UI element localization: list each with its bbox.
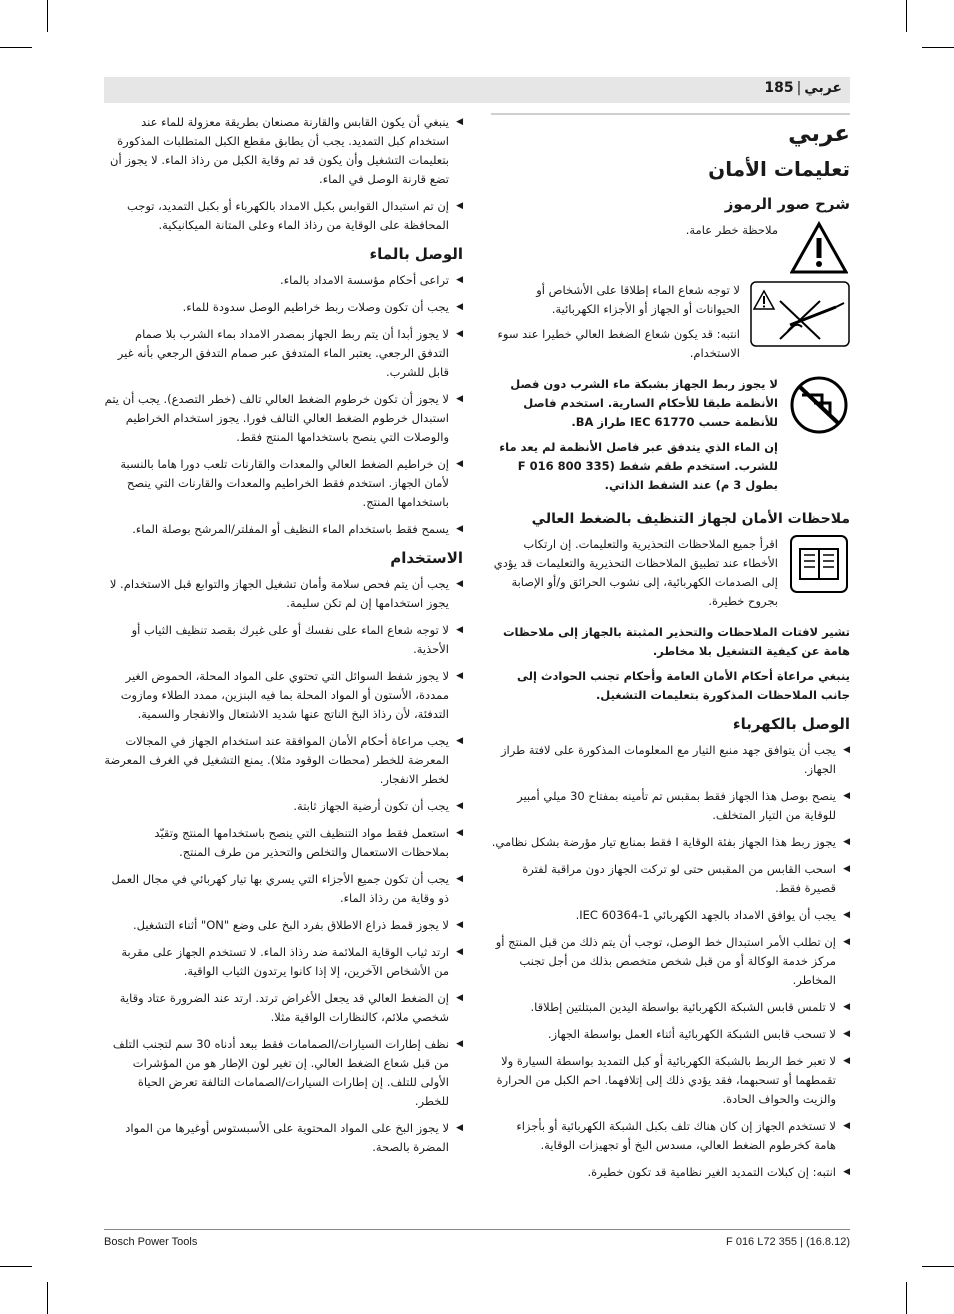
symbol-row [491, 535, 850, 617]
crop-mark [906, 1282, 907, 1314]
footer-brand: Bosch Power Tools [104, 1236, 198, 1248]
list-item: ◀ يجب أن تكون أرضية الجهاز ثابتة. [104, 797, 463, 816]
list-item: ◀ لا تسحب قابس الشبكة الكهربائية أثناء العمل بواسطة الجهاز. [491, 1025, 850, 1044]
crop-mark [906, 0, 907, 32]
electrical-heading: الوصل بالكهرباء [732, 715, 850, 733]
list-item: ◀ إن الضغط العالي قد يجعل الأغراض ترتد. ارتد عند الضرورة عتاد وقاية شخصي ملائم، كالنظارات الواقية مثلا. [104, 989, 463, 1027]
list-item: ◀ لا يجوز أن تكون خرطوم الضغط العالي تالف (خطر التصدع). يجب أن يتم استبدال خرطوم الضغط العالي التالف فورا. يجوز استخدام الخراطيم والوصلات التي ينصح باستخدامها المنتج فقط. [104, 390, 463, 447]
list-item: ◀ اسحب القابس من المقبس حتى لو تركت الجهاز دون مراقبة لفترة قصيرة فقط. [491, 860, 850, 898]
safety-paragraph: ينبغي مراعاة أحكام الأمان العامة وأحكام تجنب الحوادث إلى جانب الملاحظات المذكورة بتعليمات التشغيل. [517, 669, 850, 702]
no-direct-connection-icon [788, 375, 850, 435]
symbol-text: لا توجه شعاع الماء إطلاقا على الأشخاص أو الحيوانات أو الجهاز أو الأجزاء الكهربائية. [536, 283, 740, 316]
list-item: ◀ لا يجوز قمط ذراع الاطلاق بفرد البخ على وضع "ON" أثناء التشغيل. [104, 916, 463, 935]
list-item: ◀ إن تم استبدال القوابس بكبل الامداد بالكهرباء أو بكبل التمديد، توجب المحافظة على الوقاية من رذاذ الماء وعلى المتانة الميكانيكية. [104, 197, 463, 235]
list-item: ◀ لا يجوز أبدا أن يتم ربط الجهاز بمصدر الامداد بماء الشرب بلا صمام التدفق الرجعي. يعتبر الماء المتدفق عبر صمام التدفق الرجعي بأنه غير قابل للشرب. [104, 325, 463, 382]
symbols-heading: شرح صور الرموز [724, 195, 850, 213]
symbol-text: اقرأ جميع الملاحظات التحذيرية والتعليمات. إن ارتكاب الأخطاء عند تطبيق الملاحظات التحذيرية والتعليمات قد يؤدي إلى الصدمات الكهربائية، إلى نشوب الحرائق و/أو الإصابة بجروح خطيرة. [493, 537, 778, 608]
crop-mark [922, 1266, 954, 1267]
symbol-text: إن الماء الذي يتدفق عبر فاصل الأنظمة لم يعد ماء للشرب. استخدم طقم شفط (F 016 800 335 بطول 3 م) عند الشفط الذاتي. [499, 440, 778, 492]
list-item: ◀ لا يجوز شفط السوائل التي تحتوي على المواد المحلة، الحموض الغير ممددة، الأستون أو المواد المحلة بما فيه البنزين، ممدد الطلاء ومازوت التدفئة، لأن رذاذ البخ الناتج عنها شديد الاشتعال والانفجار والسمية. [104, 667, 463, 724]
page-title: تعليمات الأمان [708, 157, 850, 181]
left-column [104, 113, 463, 1165]
list-item: ◀ لا تستخدم الجهاز إن كان هناك تلف بكبل الشبكة الكهربائية أو بأجزاء هامة كخرطوم الضغط العالي، مسدس البخ أو تجهيزات الوقاية. [491, 1117, 850, 1155]
list-item: ◀ لا تلمس قابس الشبكة الكهربائية بواسطة اليدين المبتلتين إطلاقا. [491, 998, 850, 1017]
symbol-row [491, 281, 850, 369]
footer-rule [104, 1229, 850, 1230]
symbol-text: انتبه: قد يكون شعاع الضغط العالي خطيرا عند سوء الاستخدام. [497, 327, 740, 360]
list-item: ◀ يجب أن يتوافق جهد منبع التيار مع المعلومات المذكورة على لافتة طراز الجهاز. [491, 741, 850, 779]
list-item: ◀ استعمل فقط مواد التنظيف التي ينصح باستخدامها المنتج وتقيّد بملاحظات الاستعمال والتخلص والتحذير من طرف المنتج. [104, 824, 463, 862]
water-heading: الوصل بالماء [369, 245, 463, 263]
page-number: 185 [764, 80, 794, 96]
crop-mark [0, 1266, 32, 1267]
footer-doc-ref: F 016 L72 355 | (16.8.12) [726, 1236, 850, 1248]
usage-heading: الاستخدام [390, 549, 463, 567]
list-item: ◀ لا تعبر خط الربط بالشبكة الكهربائية أو كبل التمديد بواسطة السيارة ولا تقمطهما أو تسحبهما، فقد يؤدي ذلك إلى إتلافهما. احم الكبل من الحرارة والزيت والحواف الحادة. [491, 1052, 850, 1109]
crop-mark [0, 47, 32, 48]
list-item: ◀ إن تطلب الأمر استبدال خط الوصل، توجب أن يتم ذلك من قبل المنتج أو مركز خدمة الوكالة أو من قبل شخص متخصص بذلك من أجل تجنب المخاطر. [491, 933, 850, 990]
section-divider [491, 113, 850, 115]
list-item: ◀ تراعى أحكام مؤسسة الامداد بالماء. [104, 271, 463, 290]
crop-mark [922, 47, 954, 48]
symbol-text-block [491, 375, 778, 501]
page-header [104, 77, 850, 103]
symbol-text: ملاحظة خطر عامة. [685, 223, 778, 237]
list-item: ◀ انتبه: إن كبلات التمديد الغير نظامية قد تكون خطيرة. [491, 1163, 850, 1182]
list-item: ◀ لا توجه شعاع الماء على نفسك أو على غيرك بقصد تنظيف الثياب أو الأحذية. [104, 621, 463, 659]
safety-heading: ملاحظات الأمان لجهاز التنظيف بالضغط العالي [531, 511, 850, 527]
header-label [764, 80, 842, 96]
warning-triangle-icon [788, 221, 850, 275]
list-item: ◀ يجب أن تكون وصلات ربط خراطيم الوصل سدودة للماء. [104, 298, 463, 317]
usage-list [104, 575, 463, 1157]
list-item: ◀ يجب أن يتم فحص سلامة وأمان تشغيل الجهاز والتوابع قبل الاستخدام. لا يجوز استخدامها إن لم تكن سليمة. [104, 575, 463, 613]
list-item: ◀ ارتد ثياب الوقاية الملائمة ضد رذاذ الماء. لا تستخدم الجهاز على مقربة من الأشخاص الآخرين، إلا إذا كانوا يرتدون الثياب الواقية. [104, 943, 463, 981]
list-item: ◀ يسمح فقط باستخدام الماء النظيف أو المفلتر/المرشح بوصلة الماء. [104, 520, 463, 539]
list-item: ◀ يجب أن تكون جميع الأجزاء التي يسري بها تيار كهربائي في مجال العمل ذو وقاية من رذاذ الماء. [104, 870, 463, 908]
language-title: عربي [788, 121, 850, 147]
list-item: ◀ ينصح بوصل هذا الجهاز فقط بمقبس تم تأمينه بمفتاح 30 ميلي أمبير للوقاية من التيار المتخلف. [491, 787, 850, 825]
right-column [491, 113, 850, 1190]
list-item: ◀ يجوز ربط هذا الجهاز بفئة الوقاية I فقط بمنابع تيار مؤرضة بشكل نظامي. [491, 833, 850, 852]
symbol-text: لا يجوز ربط الجهاز بشبكة ماء الشرب دون فصل الأنظمة طبقا للأحكام السارية. استخدم فاصل للأنظمة حسب IEC 61770 طراز BA. [510, 377, 778, 429]
symbol-row [491, 221, 850, 275]
header-language: عربي [804, 80, 842, 96]
list-item: ◀ نظف إطارات السيارات/الصمامات فقط ببعد أدناه 30 سم لتجنب التلف من قبل شعاع الضغط العالي. إن تغير لون الإطار هو من المؤشرات الأولى للتلف. إن إطارات السيارات/الصمامات التالفة تعرض الحياة للخطر. [104, 1035, 463, 1111]
crop-mark [47, 1282, 48, 1314]
list-item: ◀ يجب مراعاة أحكام الأمان الموافقة عند استخدام الجهاز في المجالات المعرضة للخطر (محطات الوقود مثلا). يمنع التشغيل في الغرف المعرضة لخطر الانفجار. [104, 732, 463, 789]
list-item: ◀ يجب أن يوافق الامداد بالجهد الكهربائي IEC 60364-1. [491, 906, 850, 925]
electrical-list [491, 741, 850, 1182]
jet-warning-icon [750, 281, 850, 347]
header-separator: | [796, 80, 802, 96]
list-item: ◀ ينبغي أن يكون القابس والقارنة مصنعان بطريقة معزولة للماء عند استخدام كبل التمديد. يجب أن يطابق مقطع الكبل المتطلبات المذكورة بتعليمات التشغيل وأن يكون قد تم وقاية الكبل من رذاذ الماء. لا يجوز أن تضع قارنة الوصل في الماء. [104, 113, 463, 189]
crop-mark [47, 0, 48, 32]
safety-paragraph: تشير لافتات الملاحظات والتحذير المثبتة بالجهاز إلى ملاحظات هامة عن كيفية التشغيل بلا مخاطر. [502, 625, 850, 658]
symbol-text-block [491, 281, 740, 369]
intro-list [104, 113, 463, 235]
symbol-row [491, 375, 850, 501]
water-list [104, 271, 463, 539]
list-item: ◀ لا يجوز البخ على المواد المحتوية على الأسبستوس أوغيرها من المواد المضرة بالصحة. [104, 1119, 463, 1157]
list-item: ◀ إن خراطيم الضغط العالي والمعدات والقارنات تلعب دورا هاما بالنسبة لأمان الجهاز. استخدم فقط الخراطيم والمعدات والقارنات التي ينصح باستخدامها المنتج. [104, 455, 463, 512]
read-manual-icon [788, 535, 850, 593]
